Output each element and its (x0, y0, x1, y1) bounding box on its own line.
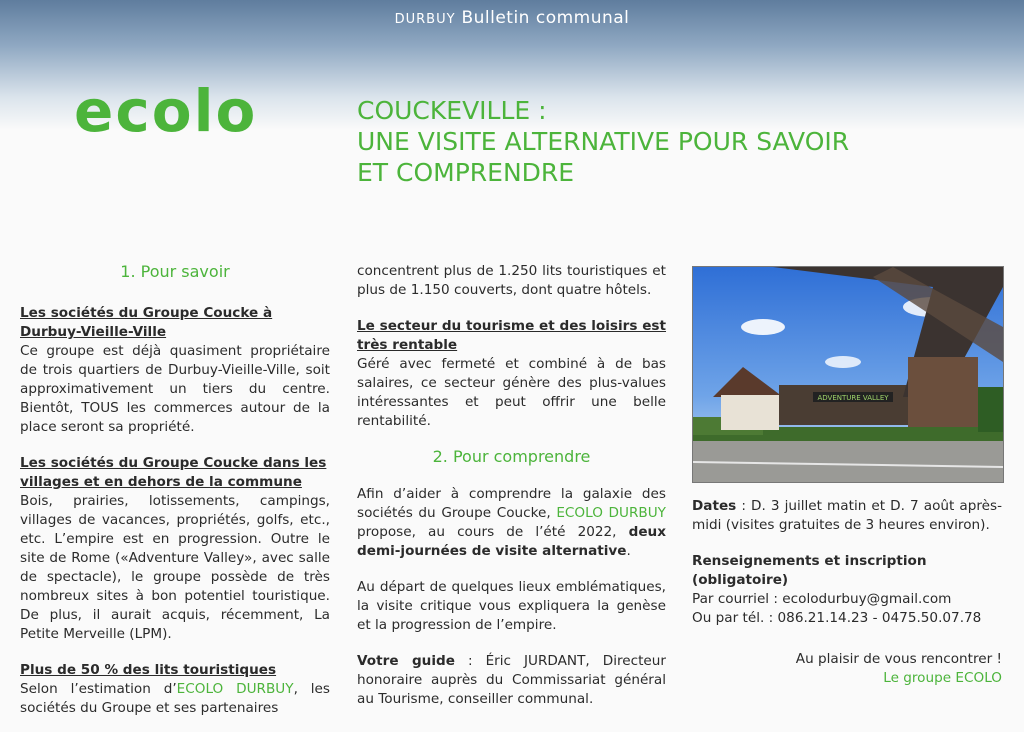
block-3-text (20, 680, 330, 718)
p1-text-b: propose, au cours de l’été 2022, (357, 524, 629, 540)
photo-sign: ADVENTURE VALLEY (817, 394, 889, 402)
block-3-text-a: Selon l’estimation d’ (20, 681, 177, 697)
title-line-1: COUCKEVILLE : (357, 96, 547, 125)
dates-text: : D. 3 juillet matin et D. 7 août après-midi (visites gratuites de 3 heures environ). (692, 498, 1002, 533)
column-3 (692, 497, 1002, 688)
section-1-heading: 1. Pour savoir (120, 262, 230, 281)
title-line-2: UNE VISITE ALTERNATIVE POUR SAVOIR (357, 127, 850, 156)
block-2-title: Les sociétés du Groupe Coucke dans les villages et en dehors de la commune (20, 455, 327, 490)
p1-text-a: Afin d’aider à comprendre la galaxie des sociétés du Groupe Coucke, (357, 486, 666, 521)
closing-line: Au plaisir de vous rencontrer ! (795, 651, 1002, 667)
registration-title: Renseignements et inscription (obligatoire) (692, 553, 927, 588)
column-2 (357, 262, 666, 709)
p1-bold: deux demi-journées de visite alternative (357, 524, 666, 559)
p1-text-c: . (626, 543, 631, 559)
block-3-text-b: , les sociétés du Groupe et ses partenaires (20, 681, 330, 716)
header-subtitle: Bulletin communal (461, 8, 630, 28)
section-2-paragraph-2: Au départ de quelques lieux emblématiques, la visite critique vous expliquera la genèse et la progression de l’empire. (357, 579, 666, 633)
adventure-valley-photo (692, 266, 1004, 483)
block-1-title: Les sociétés du Groupe Coucke à Durbuy-Vieille-Ville (20, 305, 273, 340)
signature: Le groupe ECOLO (883, 670, 1002, 686)
dates-paragraph (692, 497, 1002, 535)
block-1-text: Ce groupe est déjà quasiment propriétaire de trois quartiers de Durbuy-Vieille-Ville, soit approximativement un tiers du centre. Bientôt, TOUS les commerces autour de la place seront sa propriété. (20, 343, 330, 435)
title-line-3: ET COMPRENDRE (357, 158, 575, 187)
photo-illustration (693, 267, 1003, 482)
block-3-title: Plus de 50 % des lits touristiques (20, 662, 277, 678)
block-4-title: Le secteur du tourisme et des loisirs est très rentable (357, 318, 667, 353)
guide-paragraph (357, 652, 666, 709)
ecolo-durbuy-mention: ECOLO DURBUY (176, 681, 294, 697)
section-2-paragraph-1 (357, 485, 666, 561)
email-line: Par courriel : ecolodurbuy@gmail.com (692, 591, 952, 607)
phone-line: Ou par tél. : 086.21.14.23 - 0475.50.07.78 (692, 610, 982, 626)
ecolo-logo: ecolo (74, 77, 258, 145)
bulletin-header (0, 8, 1024, 28)
page-title (357, 95, 977, 188)
section-2-heading: 2. Pour comprendre (432, 447, 591, 466)
ecolo-durbuy-mention-2: ECOLO DURBUY (556, 505, 666, 521)
guide-label: Votre guide (357, 653, 455, 669)
dates-label: Dates (692, 498, 737, 514)
block-3-text-continued: concentrent plus de 1.250 lits touristiques et plus de 1.150 couverts, dont quatre hôtels. (357, 263, 666, 298)
column-1 (20, 262, 330, 718)
block-4-text: Géré avec fermeté et combiné à de bas salaires, ce secteur génère des plus-values intéressantes et peut offrir une belle rentabilité. (357, 356, 666, 429)
guide-text: : Éric JURDANT, Directeur honoraire auprès du Commissariat général au Tourisme, conseiller communal. (357, 653, 666, 707)
header-brand: DURBUY (394, 12, 456, 27)
block-2-text: Bois, prairies, lotissements, campings, villages de vacances, propriétés, golfs, etc., etc. L’empire est en progression. Outre le site de Rome («Adventure Valley», avec salle de spectacle), le groupe possède de très nombreux sites à bon potentiel touristique. De plus, il aurait acquis, récemment, La Petite Merveille (LPM). (20, 493, 330, 642)
